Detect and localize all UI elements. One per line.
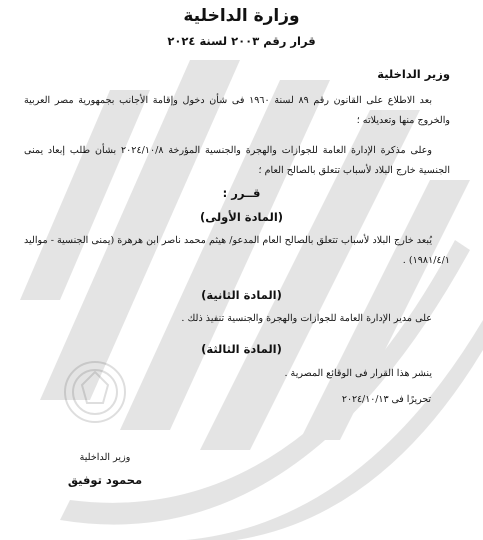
article-3-text: ينشر هذا القرار فى الوقائع المصرية . <box>284 368 432 379</box>
issue-date: تحريرًا فى ٢٠٢٤/١٠/١٣ <box>341 394 431 405</box>
decree-heading: قــرر : <box>222 186 261 200</box>
ministry-title: وزارة الداخلية <box>183 6 300 26</box>
issuer-heading: وزير الداخلية <box>377 67 450 81</box>
signature-title: وزير الداخلية <box>79 452 131 463</box>
article-2-title: (المادة الثانية) <box>201 288 282 302</box>
signature-name: محمود توفيق <box>67 473 143 487</box>
preamble-paragraph-1: بعد الاطلاع على القانون رقم ٨٩ لسنة ١٩٦٠ فى شأن دخول وإقامة الأجانب بجمهورية مصر العربية والخروج منها وتعديلاته ؛ <box>24 95 450 126</box>
article-1-text: يُبعد خارج البلاد لأسباب تتعلق بالصالح العام المدعو/ هيثم محمد ناصر ابن هرهرة (يمنى الجنسية - مواليد ١٩٨١/٤/١) . <box>24 235 450 266</box>
article-1-title: (المادة الأولى) <box>199 210 284 224</box>
decree-number: قرار رقم ٢٠٠٣ لسنة ٢٠٢٤ <box>167 34 316 48</box>
article-3-title: (المادة الثالثة) <box>201 342 282 356</box>
article-2-text: على مدير الإدارة العامة للجوازات والهجرة والجنسية تنفيذ ذلك . <box>181 313 432 324</box>
preamble-paragraph-2: وعلى مذكرة الإدارة العامة للجوازات والهجرة والجنسية المؤرخة ٢٠٢٤/١٠/٨ بشأن طلب إبعاد يمنى الجنسية خارج البلاد لأسباب تتعلق بالصالح العام ؛ <box>24 145 450 176</box>
